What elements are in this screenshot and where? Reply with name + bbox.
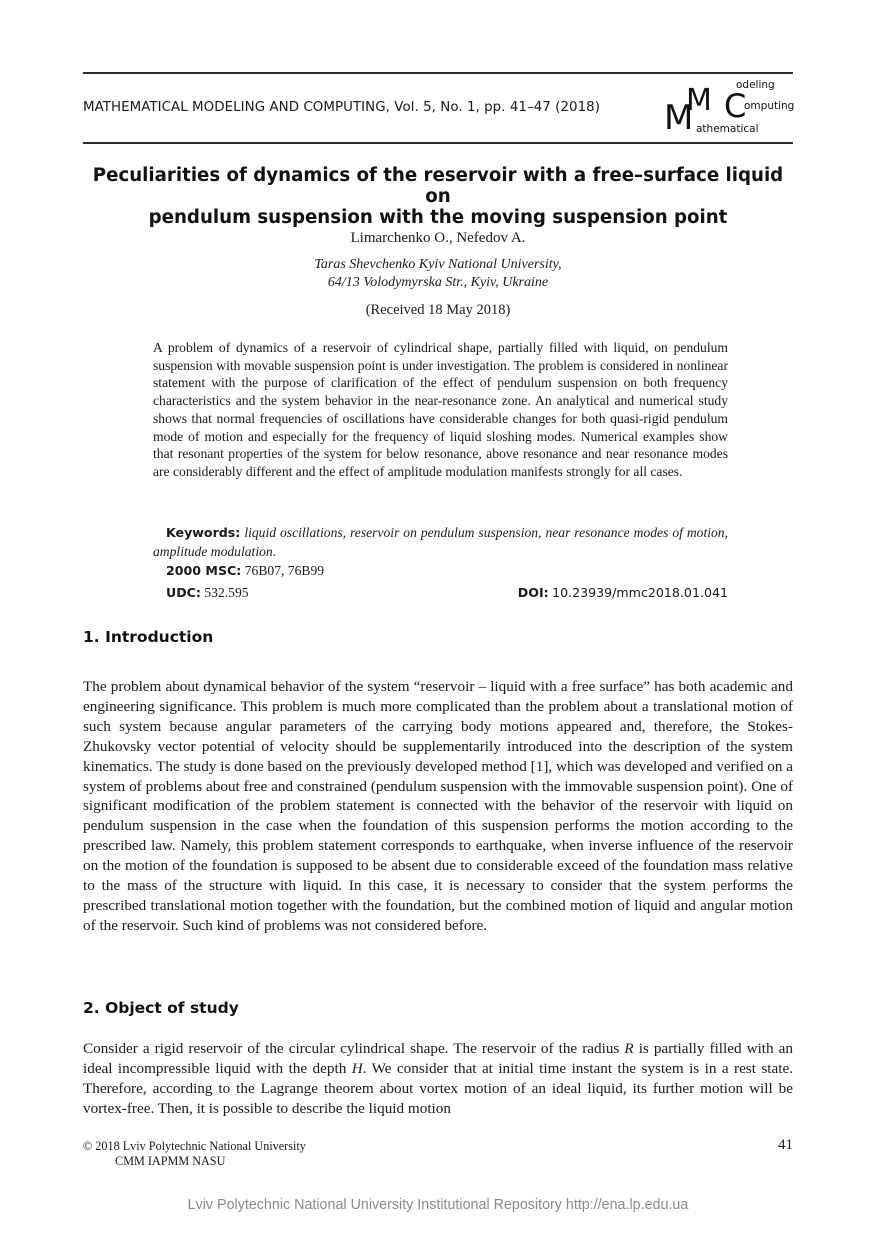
text-segment: . We consider that at initial time instant the system is in a rest state. Therefore, according to the Lagrange theorem about vortex motion of an ideal liquid, its further motion will be vortex-free. Then, it is possible to describe the liquid motion [83, 1059, 793, 1117]
authors: Limarchenko O., Nefedov A. [350, 230, 526, 246]
keywords-label: Keywords: [166, 525, 241, 540]
text-segment: Consider a rigid reservoir of the circular cylindrical shape. The reservoir of the radius [83, 1040, 625, 1057]
copyright-line-1: © 2018 Lviv Polytechnic National University [83, 1139, 306, 1153]
keywords [153, 523, 728, 561]
doi [518, 585, 728, 601]
abstract: A problem of dynamics of a reservoir of cylindrical shape, partially filled with liquid, on pendulum suspension with movable suspension point is under investigation. The problem is considered in nonlinear statement with the purpose of clarification of the effect of pendulum suspension on both frequency characteristics and the system behavior in the near-resonance zone. An analytical and numerical study shows that normal frequencies of oscillations have considerable changes for both quasi-rigid pendulum mode of motion and especially for the frequency of liquid sloshing modes. Numerical examples show that resonant properties of the system for below resonance, above resonance and near resonance modes are considerably different and the effect of amplitude modulation manifests strongly for all cases. [153, 340, 728, 479]
copyright-line-2: CMM IAPMM NASU [115, 1154, 226, 1168]
logo-letter-m-large: M [664, 98, 694, 138]
introduction-paragraph: The problem about dynamical behavior of the system “reservoir – liquid with a free surface” has both academic and engineering significance. This problem is much more complicated than the problem about a translational motion of such system because angular parameters of the carrying body motions appeared and, therefore, the Stokes-Zhukovsky vector potential of velocity should be supplementarily introduced into the description of the system kinematics. The study is done based on the previously developed method [1], which was developed and verified on a system of problems about free and constrained (pendulum suspension with the immovable suspension point). One of significant modification of the problem statement is connected with the behavior of the reservoir with liquid on pendulum suspension in the case when the foundation of this suspension performs the motion according to the prescribed law. Namely, this problem statement corresponds to earthquake, when inverse influence of the reservoir on the motion of the foundation is supposed to be absent due to considerable exceed of the foundation mass relative to the mass of the structure with liquid. In this case, it is necessary to consider that the system performs the prescribed translational motion together with the foundation, but the combined motion of liquid and angular motion of the reservoir. Such kind of problems was not considered before. [83, 678, 793, 934]
udc-value: 532.595 [204, 585, 249, 600]
page-number: 41 [778, 1137, 793, 1153]
logo-letter-c: C [724, 87, 747, 125]
udc-classification [166, 585, 249, 601]
text-segment: is partially filled with an ideal incompressible liquid with the depth [83, 1040, 793, 1077]
section-heading-object-of-study: 2. Object of study [83, 999, 239, 1017]
affiliation-line-1: Taras Shevchenko Kyiv National University, [314, 257, 562, 272]
msc-classification [166, 563, 324, 579]
keywords-text: liquid oscillations, reservoir on pendulum suspension, near resonance modes of motion, amplitude modulation. [153, 525, 729, 559]
doi-link[interactable]: 10.23939/mmc2018.01.041 [552, 585, 728, 600]
section-heading-introduction: 1. Introduction [83, 628, 214, 646]
udc-label: UDC: [166, 585, 201, 600]
affiliation-line-2: 64/13 Volodymyrska Str., Kyiv, Ukraine [327, 275, 549, 290]
title-line-1: Peculiarities of dynamics of the reservoir with a free–surface liquid on [92, 165, 784, 207]
repository-watermark[interactable]: Lviv Polytechnic National University Institutional Repository http://ena.lp.edu.ua [187, 1197, 689, 1213]
logo-word-modeling: odeling [736, 79, 775, 91]
logo-word-computing: omputing [744, 100, 795, 112]
msc-value: 76B07, 76B99 [244, 563, 325, 578]
msc-label: 2000 MSC: [166, 563, 242, 578]
received-date: (Received 18 May 2018) [365, 302, 511, 318]
journal-citation: MATHEMATICAL MODELING AND COMPUTING, Vol. 5, No. 1, pp. 41–47 (2018) [83, 100, 601, 115]
affiliation [83, 256, 793, 292]
object-of-study-paragraph [83, 1039, 793, 1119]
variable-depth: H [351, 1059, 363, 1077]
header-top-rule [83, 72, 793, 74]
logo-letter-m-raised: M [686, 83, 712, 118]
title-line-2: pendulum suspension with the moving suspension point [148, 207, 728, 228]
header-bottom-rule [83, 142, 793, 144]
copyright-notice [83, 1139, 306, 1169]
logo-word-mathematical: athematical [696, 123, 759, 135]
variable-radius: R [624, 1040, 634, 1057]
doi-label: DOI: [517, 585, 549, 600]
paper-title [83, 165, 793, 228]
journal-logo [664, 78, 794, 140]
